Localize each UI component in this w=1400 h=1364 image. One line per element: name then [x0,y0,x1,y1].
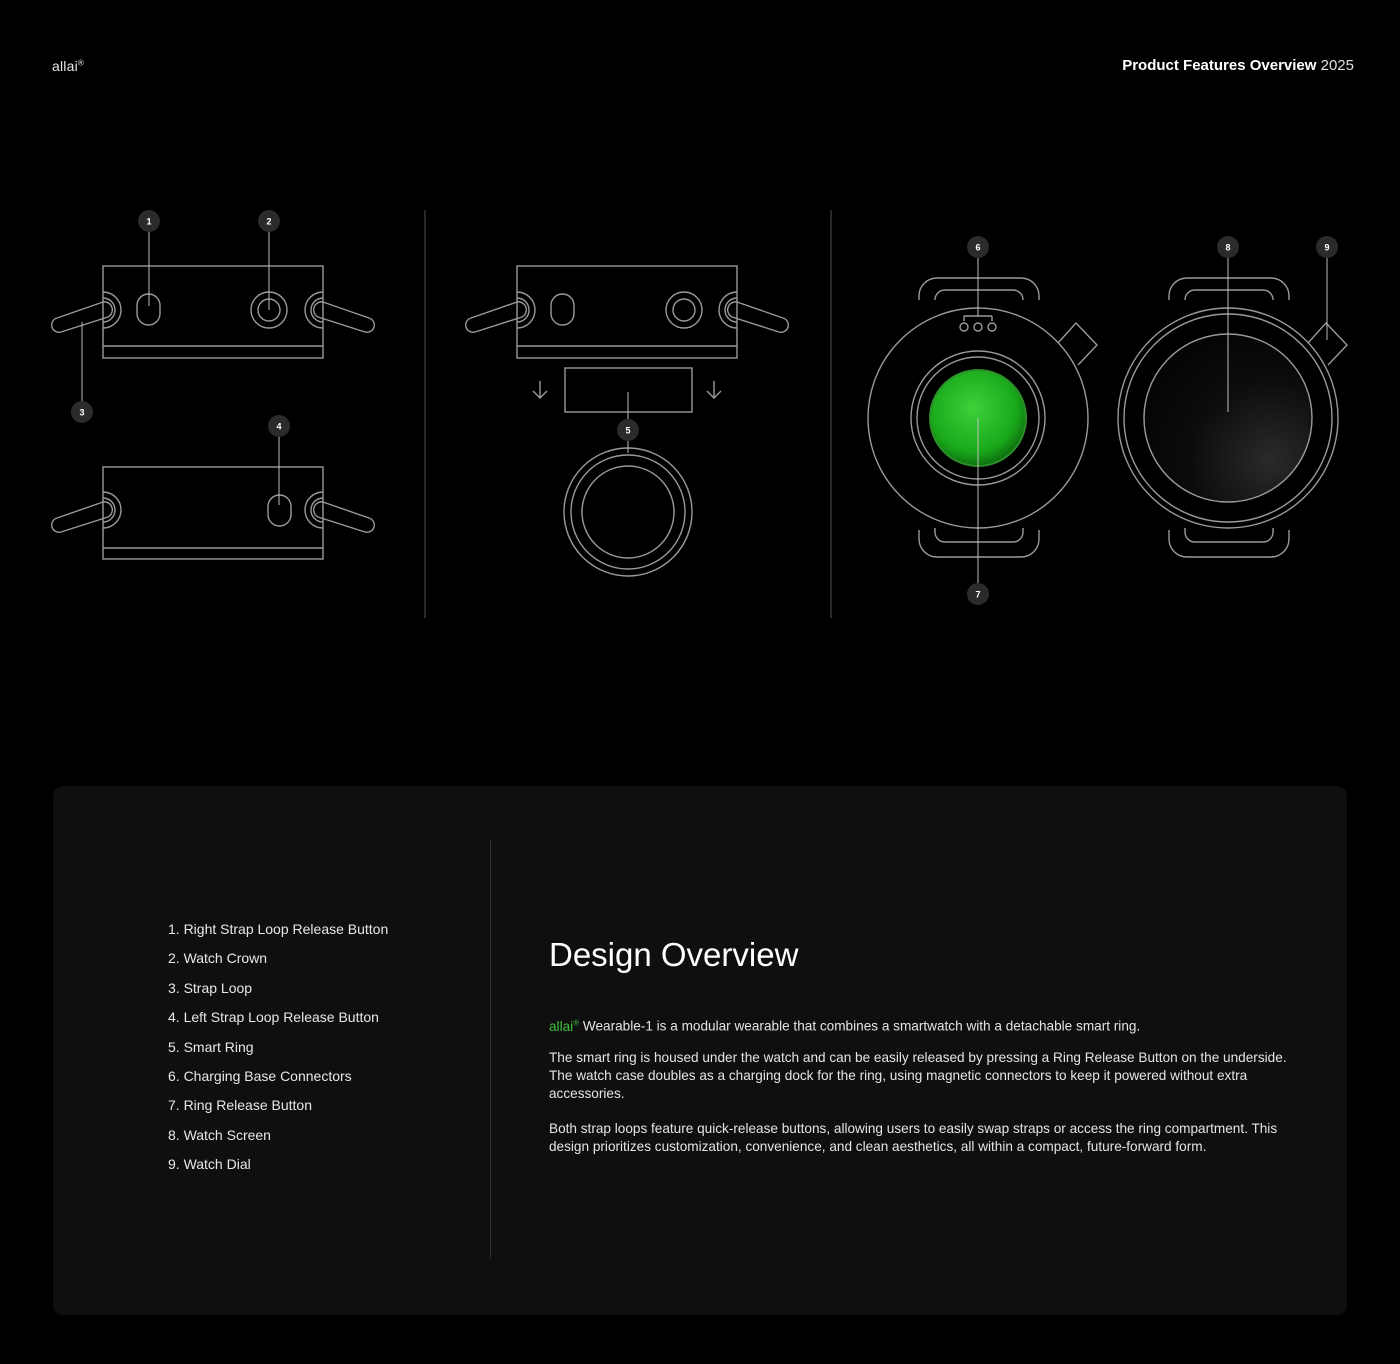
watch-side-view-top [52,266,375,358]
page-title: Product Features Overview 2025 [1122,57,1354,74]
callout-9 [1316,236,1338,258]
callout-5 [617,419,639,441]
brand-logo: allai® [52,58,85,74]
brand-accent: allai® [549,1018,580,1034]
svg-text:3: 3 [79,407,85,418]
callout-3 [71,401,93,423]
svg-text:5: 5 [625,425,631,436]
svg-text:4: 4 [276,421,282,432]
watch-exploded-view [466,266,789,412]
callout-7 [967,583,989,605]
panel-divider [490,839,491,1258]
legend-item: 7. Ring Release Button [168,1097,312,1114]
legend-item: 9. Watch Dial [168,1156,251,1173]
svg-text:9: 9 [1324,242,1330,253]
legend-item: 3. Strap Loop [168,979,253,996]
watch-side-view-bottom [52,467,375,559]
svg-text:7: 7 [975,589,981,600]
overview-title: Design Overview [549,936,799,973]
feature-legend [168,919,388,1184]
legend-item: 6. Charging Base Connectors [168,1067,352,1084]
svg-text:1: 1 [146,216,152,227]
callout-2 [258,210,280,232]
legend-item: 4. Left Strap Loop Release Button [168,1009,379,1026]
product-diagram [0,190,1400,630]
callout-1 [138,210,160,232]
legend-item: 2. Watch Crown [168,950,268,967]
legend-item: 8. Watch Screen [168,1126,271,1143]
svg-text:8: 8 [1225,242,1231,253]
overview-paragraph-3: Both strap loops feature quick-release buttons, allowing users to easily swap straps or access the ring compartment. This design prioritizes customization, convenience, and clean aesthetics, all within a compact, future-forward form. [549,1121,1278,1154]
svg-text:6: 6 [975,242,981,253]
callout-6 [967,236,989,258]
callout-4 [268,415,290,437]
design-overview-panel [53,786,1347,1315]
overview-paragraph-1: allai® Wearable-1 is a modular wearable that combines a smartwatch with a detachable smart ring. [549,1018,1141,1034]
smart-ring [564,448,692,576]
callout-8 [1217,236,1239,258]
overview-paragraph-2: The smart ring is housed under the watch and can be easily released by pressing a Ring Release Button on the underside. The watch case doubles as a charging dock for the ring, using magnetic connectors to keep it powered without extra accessories. [549,1050,1287,1101]
legend-item: 5. Smart Ring [168,1038,254,1055]
svg-text:2: 2 [266,216,272,227]
legend-item: 1. Right Strap Loop Release Button [168,921,389,937]
